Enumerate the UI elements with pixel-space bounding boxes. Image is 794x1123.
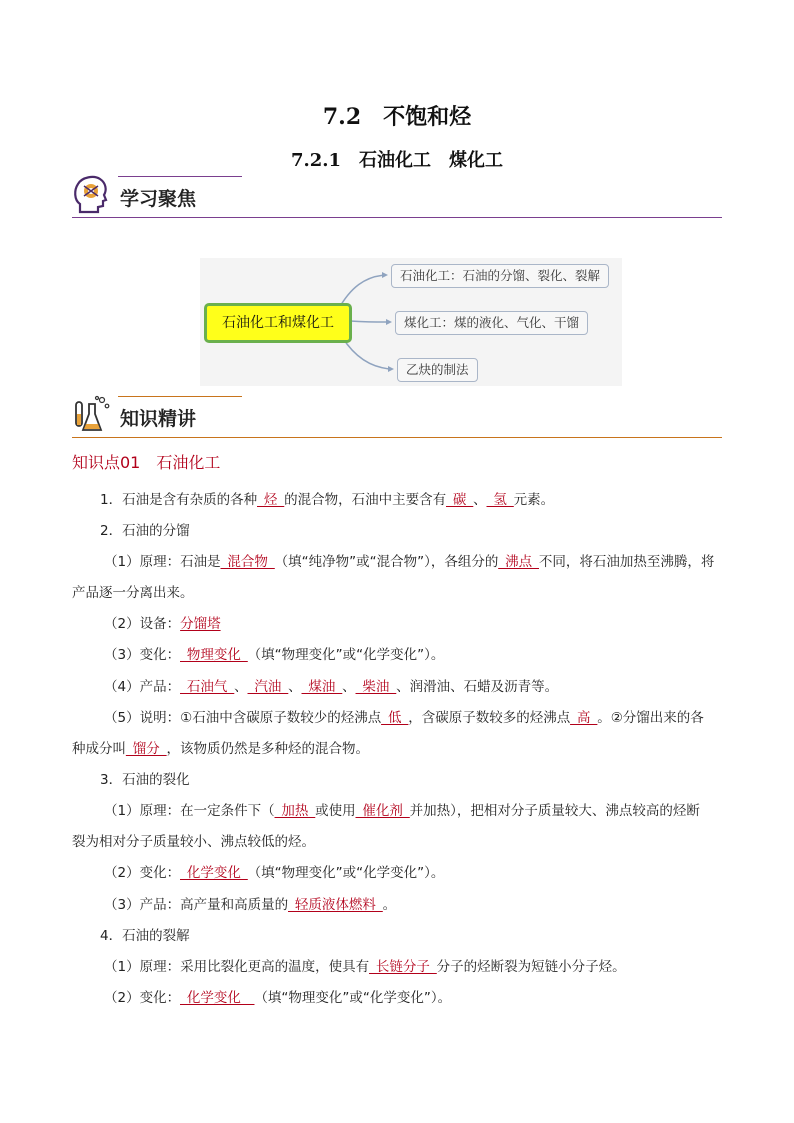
answer: _加热_ [274,803,316,819]
answer: _混合物_ [220,554,275,570]
paragraph-2-2: （2）设备：分馏塔 [104,616,221,632]
heading-3: 3．石油的裂化 [100,772,190,788]
answer: _馏分_ [126,741,167,757]
paragraph-2-4: （4）产品：_石油气_、_汽油_、_煤油_、_柴油_、润滑油、石蜡及沥青等。 [104,679,559,695]
section-header-knowledge [72,394,722,438]
paragraph-2-1-cont: 产品逐一分离出来。 [72,585,194,601]
answer: _长链分子_ [369,959,437,975]
mind-map-root: 石油化工和煤化工 [204,303,352,343]
answer: _高_ [570,710,598,726]
paragraph-2-1: （1）原理：石油是_混合物_（填“纯净物”或“混合物”），各组分的_沸点_不同，将石油加热至沸腾，将 [104,554,715,570]
answer: _低_ [381,710,409,726]
paragraph-4-1: （1）原理：采用比裂化更高的温度，使具有_长链分子_分子的烃断裂为短链小分子烃。 [104,959,626,975]
paragraph-1: 1．石油是含有杂质的各种_烃_的混合物，石油中主要含有_碳_、_氢_元素。 [100,492,555,508]
answer: _碳_ [446,492,474,508]
paragraph-2-5: （5）说明：①石油中含碳原子数较少的烃沸点_低_，含碳原子数较多的烃沸点_高_。②分馏出来的各 [104,710,704,726]
paragraph-3-1: （1）原理：在一定条件下（_加热_或使用_催化剂_并加热），把相对分子质量较大、沸点较高的烃断 [104,803,700,819]
answer: _催化剂_ [355,803,410,819]
answer: _烃_ [257,492,285,508]
paragraph-2-3: （3）变化：_物理变化_（填“物理变化”或“化学变化”）。 [104,647,445,663]
section-label: 知识精讲 [120,408,197,430]
brain-head-icon [72,174,112,216]
answer: _化学变化__ [180,990,255,1006]
paragraph-3-1-cont: 裂为相对分子质量较小、沸点较低的烃。 [72,834,315,850]
answer: _汽油_ [247,679,289,695]
answer: _氢_ [486,492,514,508]
paragraph-2-5-cont: 种成分叫_馏分_，该物质仍然是多种烃的混合物。 [72,741,369,757]
answer: _物理变化_ [180,647,248,663]
heading-4: 4．石油的裂解 [100,928,190,944]
answer: _石油气_ [180,679,235,695]
paragraph-3-3: （3）产品：高产量和高质量的_轻质液体燃料_。 [104,897,397,913]
paragraph-4-2: （2）变化：_化学变化__（填“物理变化”或“化学变化”）。 [104,990,452,1006]
heading-2: 2．石油的分馏 [100,523,190,539]
section-rule [72,437,722,439]
answer: _轻质液体燃料_ [288,897,383,913]
answer: _化学变化_ [180,865,248,881]
page-title: 7.2 不饱和烃 [322,104,472,130]
mind-map-branch-petrochemical: 石油化工：石油的分馏、裂化、裂解 [391,264,609,288]
page-subtitle: 7.2.1 石油化工 煤化工 [290,150,504,171]
mind-map-branch-acetylene: 乙炔的制法 [397,358,478,382]
knowledge-point-heading: 知识点01 石油化工 [72,453,221,472]
answer: _煤油_ [301,679,343,695]
answer: 分馏塔 [180,616,221,632]
mind-map-branch-coal-chemical: 煤化工：煤的液化、气化、干馏 [395,311,588,335]
answer: _沸点_ [498,554,539,570]
answer: _柴油_ [355,679,397,695]
section-rule [72,217,722,219]
paragraph-3-2: （2）变化：_化学变化_（填“物理变化”或“化学变化”）。 [104,865,445,881]
header-top-line [118,176,242,177]
mind-map [200,258,622,386]
flask-icon [72,394,112,436]
header-top-line [118,396,242,397]
section-label: 学习聚焦 [120,188,197,210]
section-header-learning-focus [72,174,722,218]
